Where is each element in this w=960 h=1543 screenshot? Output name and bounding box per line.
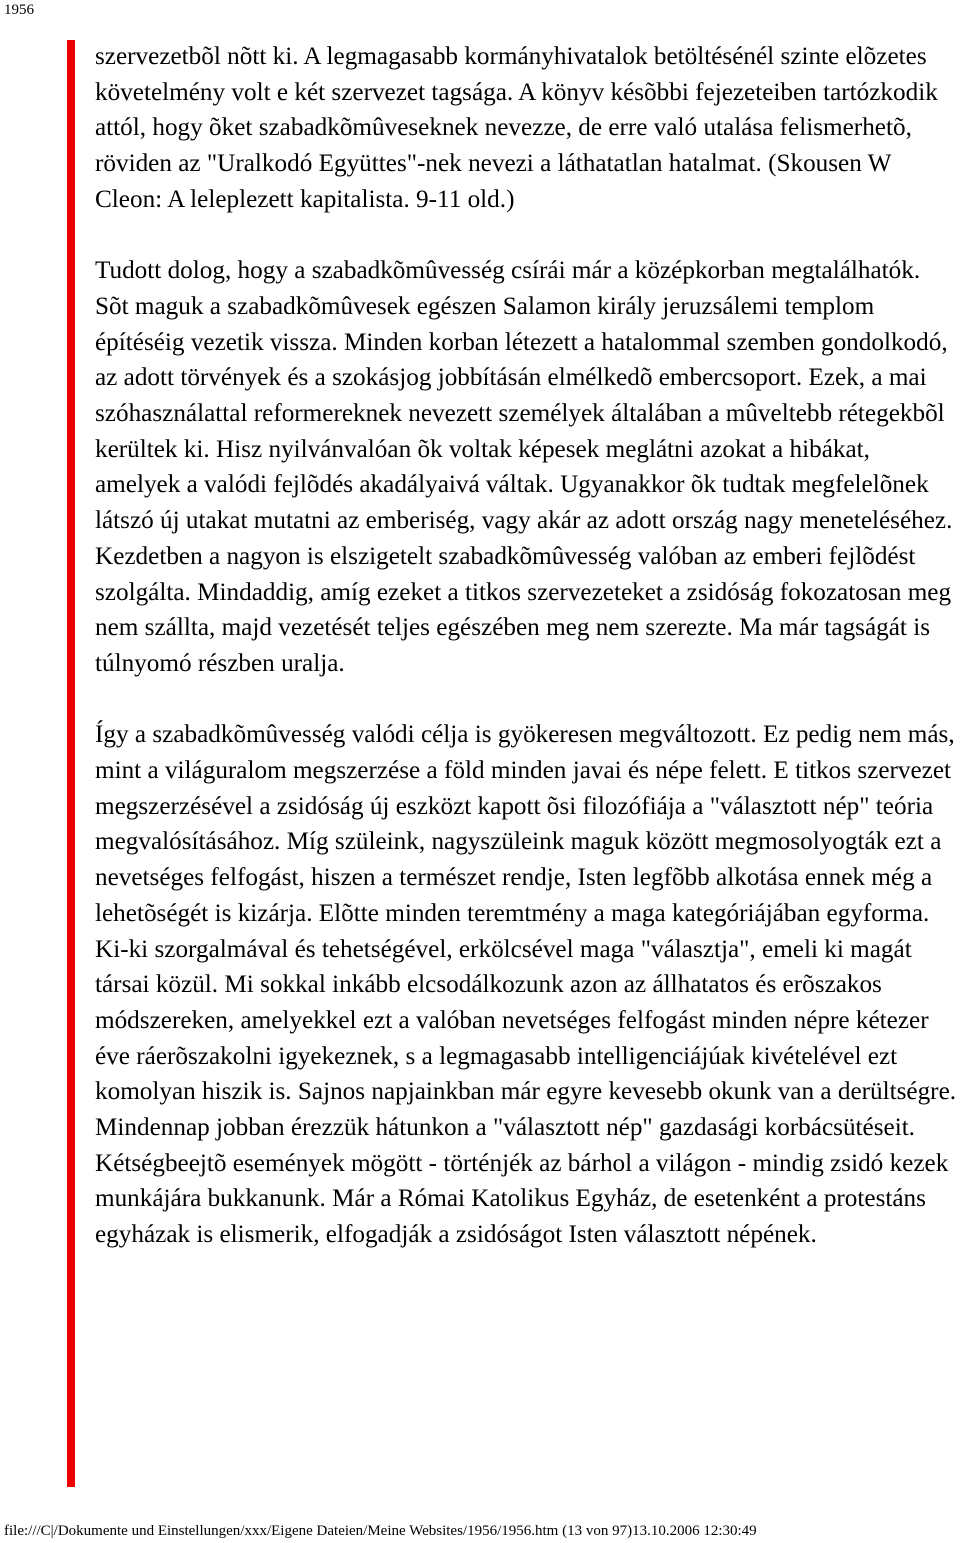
accent-bar [67,40,75,1487]
paragraph-1: szervezetbõl nõtt ki. A legmagasabb kormányhivatalok betöltésénél szinte elõzetes követelmény volt e két szervezet tagsága. A könyv késõbbi fejezeteiben tartózkodik attól, hogy õket szabadkõmûveseknek nevezze, de erre való utalása felismerhetõ, röviden az "Uralkodó Együttes"-nek nevezi a láthatatlan hatalmat. (Skousen W Cleon: A leleplezett kapitalista. 9-11 old.) [95,43,938,213]
paragraph-2: Tudott dolog, hogy a szabadkõmûvesség csírái már a középkorban megtalálhatók. Sõt maguk a szabadkõmûvesek egészen Salamon király jeruzsálemi templom építéséig vezetik vissza. Minden korban létezett a hatalommal szemben gondolkodó, az adott törvények és a szokásjog jobbításán elmélkedõ embercsoport. Ezek, a mai szóhasználattal reformereknek nevezett személyek általában a mûveltebb rétegekbõl kerültek ki. Hisz nyilvánvalóan õk voltak képesek meglátni azokat a hibákat, amelyek a valódi fejlõdés akadályaivá váltak. Ugyanakkor õk tudtak megfelelõnek látszó új utakat mutatni az emberiség, vagy akár az adott ország nagy meneteléséhez. Kezdetben a nagyon is elszigetelt szabadkõmûvesség valóban az emberi fejlõdést szolgálta. Mindaddig, amíg ezeket a titkos szervezeteket a zsidóság fokozatosan meg nem szállta, majd vezetését teljes egészében meg nem szerezte. Ma már tagságát is túlnyomó részben uralja. [95,257,953,677]
paragraph-3: Így a szabadkõmûvesség valódi célja is gyökeresen megváltozott. Ez pedig nem más, mint a világuralom megszerzése a föld minden javai és népe felett. E titkos szervezet megszerzésével a zsidóság új eszközt kapott õsi filozófiája a "választott nép" teória megvalósításához. Míg szüleink, nagyszüleink maguk között megmosolyogták ezt a nevetséges felfogást, hiszen a természet rendje, Isten legfõbb alkotása ennek még a lehetõségét is kizárja. Elõtte minden teremtmény a maga kategóriájában egyforma. Ki-ki szorgalmával és tehetségével, erkölcsével maga "választja", emeli ki magát társai közül. Mi sokkal inkább elcsodálkozunk azon az állhatatos és erõszakos módszereken, amelyekkel ezt a valóban nevetséges felfogást minden népre kétezer éve ráerõszakolni igyekeznek, s a legmagasabb intelligenciájúak kivételével ezt komolyan hiszik is. Sajnos napjainkban már egyre kevesebb okunk van a derültségre. Mindennap jobban érezzük hátunkon a "választott nép" gazdasági korbácsütéseit. Kétségbeejtõ események mögött - történjék az bárhol a világon - mindig zsidó kezek munkájára bukkanunk. Már a Római Katolikus Egyház, de esetenként a protestáns egyházak is elismerik, elfogadják a zsidóságot Isten választott népének. [95,721,957,1249]
main-text [95,39,957,1253]
page-title: 1956 [4,2,34,18]
file-path-footer: file:///C|/Dokumente und Einstellungen/xxx/Eigene Dateien/Meine Websites/1956/1956.htm (13 von 97)13.10.2006 12:30:49 [4,1523,757,1539]
